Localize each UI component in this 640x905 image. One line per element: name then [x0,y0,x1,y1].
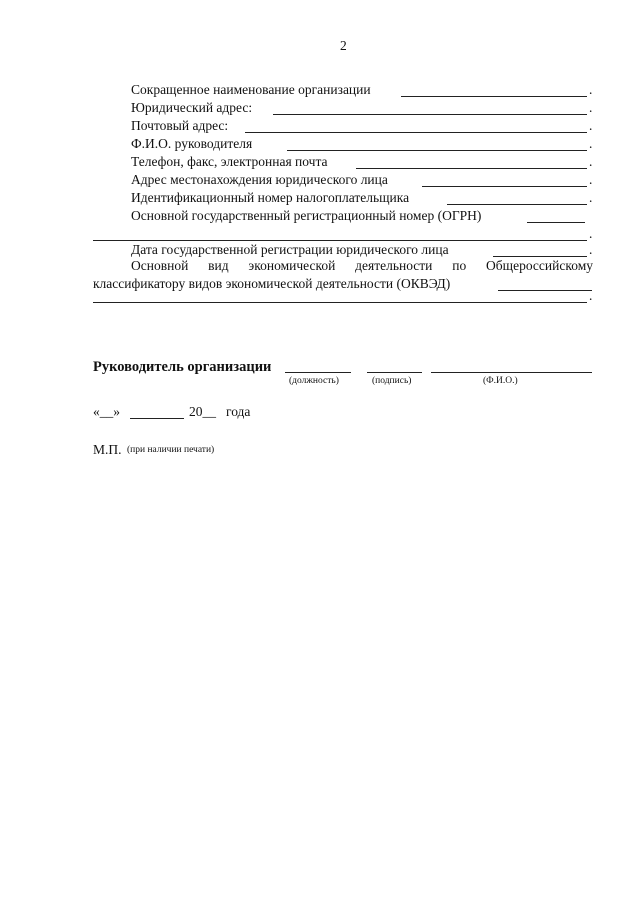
date-day: «__» [93,404,120,419]
okved-line-1: Основной вид экономической деятельности по Общероссийскому [131,258,593,273]
field-label-postal-address: Почтовый адрес: [131,118,229,133]
field-label-registration-date: Дата государственной регистрации юридического лица [131,242,449,257]
period: . [589,154,593,169]
period: . [589,118,593,133]
stamp-label: М.П. [93,442,122,457]
field-label-contacts: Телефон, факс, электронная почта [131,154,328,169]
field-line-director-name[interactable] [287,150,587,151]
field-label-location-address: Адрес местонахождения юридического лица [131,172,388,187]
signature-line-name[interactable] [431,372,592,373]
signature-hint-position: (должность) [289,376,339,386]
period: . [589,190,593,205]
date-month-line[interactable] [130,418,184,419]
field-label-inn: Идентификационный номер налогоплательщика [131,190,410,205]
signature-line-position[interactable] [285,372,351,373]
period: . [589,242,593,257]
period: . [589,226,593,241]
field-line-postal-address[interactable] [245,132,587,133]
period: . [589,82,593,97]
field-line-inn[interactable] [447,204,587,205]
signature-hint-name: (Ф.И.О.) [483,376,518,386]
period: . [589,288,593,303]
field-label-short-name: Сокращенное наименование организации [131,82,371,97]
field-line-ogrn-continued[interactable] [93,240,587,241]
signature-title: Руководитель организации [93,359,272,375]
period: . [589,172,593,187]
field-label-ogrn: Основной государственный регистрационный номер (ОГРН) [131,208,482,223]
date-year: 20__ [189,404,216,419]
field-label-director-name: Ф.И.О. руководителя [131,136,253,151]
period: . [589,100,593,115]
field-label-legal-address: Юридический адрес: [131,100,253,115]
page-number: 2 [340,38,347,53]
period: . [589,136,593,151]
field-line-registration-date[interactable] [493,256,587,257]
field-line-location-address[interactable] [422,186,587,187]
field-line-contacts[interactable] [356,168,587,169]
okved-line-2: классификатору видов экономической деятельности (ОКВЭД) [93,276,451,291]
date-suffix: года [226,404,251,419]
field-line-ogrn[interactable] [527,222,585,223]
field-line-okved[interactable] [498,290,592,291]
signature-line-signature[interactable] [367,372,422,373]
field-line-short-name[interactable] [401,96,587,97]
field-line-okved-continued[interactable] [93,302,587,303]
field-line-legal-address[interactable] [273,114,587,115]
stamp-note: (при наличии печати) [127,445,215,455]
signature-hint-signature: (подпись) [372,376,412,386]
